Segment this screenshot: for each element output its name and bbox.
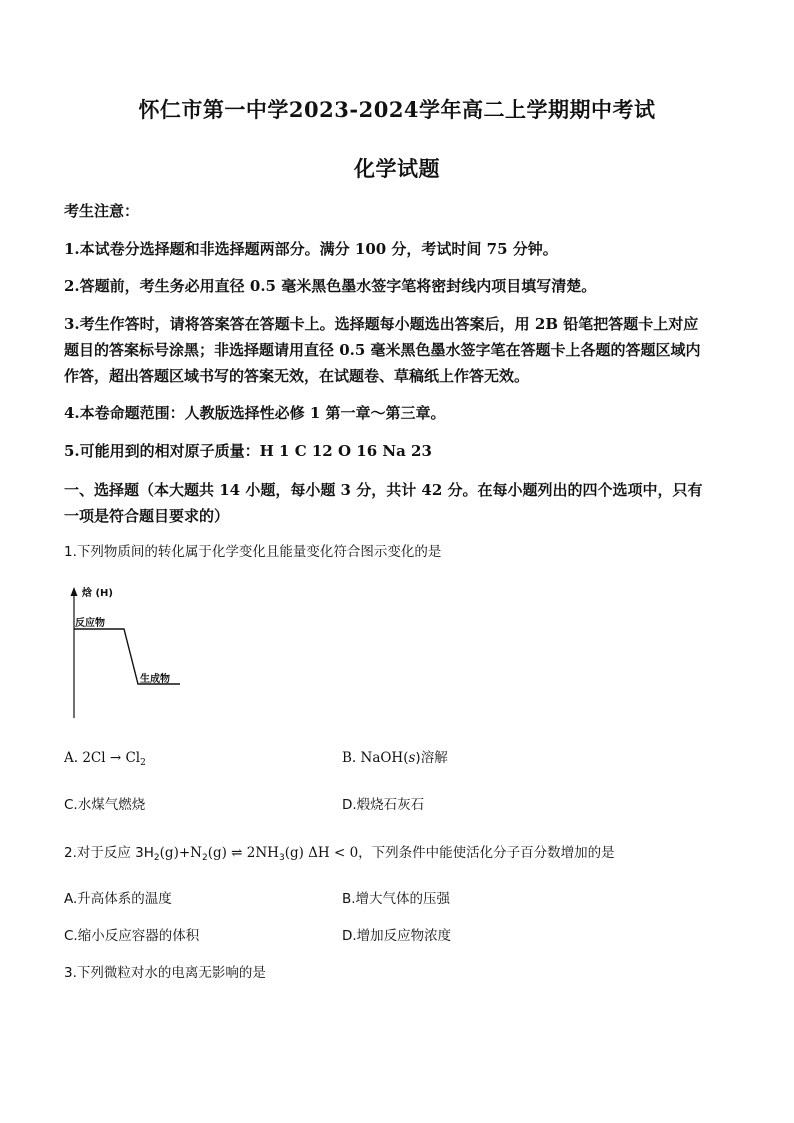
question-1-option-c[interactable]: C.水煤气燃烧 [64,797,146,813]
question-1-option-d[interactable]: D.煅烧石灰石 [342,797,425,813]
question-2-option-d[interactable]: D.增加反应物浓度 [342,928,452,944]
reactant-label: 反应物 [75,618,105,629]
notice-item-3-line-1: 3.考生作答时，请将答案答在答题卡上。选择题每小题选出答案后，用 2B 铅笔把答题卡上对应 [64,315,699,333]
notice-item-1: 1.本试卷分选择题和非选择题两部分。满分 100 分，考试时间 75 分钟。 [64,240,558,258]
notice-item-5: 5.可能用到的相对原子质量：H 1 C 12 O 16 Na 23 [64,442,432,460]
notice-heading: 考生注意： [64,202,140,220]
notice-item-4: 4.本卷命题范围：人教版选择性必修 1 第一章～第三章。 [64,404,446,422]
notice-item-2: 2.答题前，考生务必用直径 0.5 毫米黑色墨水签字笔将密封线内项目填写清楚。 [64,277,597,295]
enthalpy-diagram [58,582,198,720]
question-2-option-a[interactable]: A.升高体系的温度 [64,891,172,907]
section-1-line-2: 一项是符合题目要求的） [64,507,230,525]
question-2-stem: 2.对于反应 $3H_2(g)+N_2(g)$ ⇌ $2NH_3(g) \Delta H < 0$，下列条件中能使活化分子百分数增加的是 [64,845,615,863]
exam-subtitle: 化学试题 [354,156,440,181]
question-2-option-c[interactable]: C.缩小反应容器的体积 [64,928,200,944]
question-1-stem: 1.下列物质间的转化属于化学变化且能量变化符合图示变化的是 [64,544,442,560]
y-axis [71,587,78,718]
notice-item-3-line-3: 作答，超出答题区域书写的答案无效，在试题卷、草稿纸上作答无效。 [64,367,530,385]
notice-item-3-line-2: 题目的答案标号涂黑；非选择题请用直径 0.5 毫米黑色墨水签字笔在答题卡上各题的答题区域内 [64,341,701,359]
axis-label: 焓 (H) [82,588,113,599]
exam-title: 怀仁市第一中学2023-2024学年高二上学期期中考试 [138,97,656,122]
question-3-stem: 3.下列微粒对水的电离无影响的是 [64,965,266,981]
question-1-option-a[interactable]: A. $2Cl \to Cl_2$ [64,750,146,768]
product-label: 生成物 [140,674,170,685]
question-1-option-b[interactable]: B. NaOH(s)溶解 [342,750,448,766]
question-2-option-b[interactable]: B.增大气体的压强 [342,891,451,907]
section-1-line-1: 一、选择题（本大题共 14 小题，每小题 3 分，共计 42 分。在每小题列出的四个选项中，只有 [64,481,703,499]
